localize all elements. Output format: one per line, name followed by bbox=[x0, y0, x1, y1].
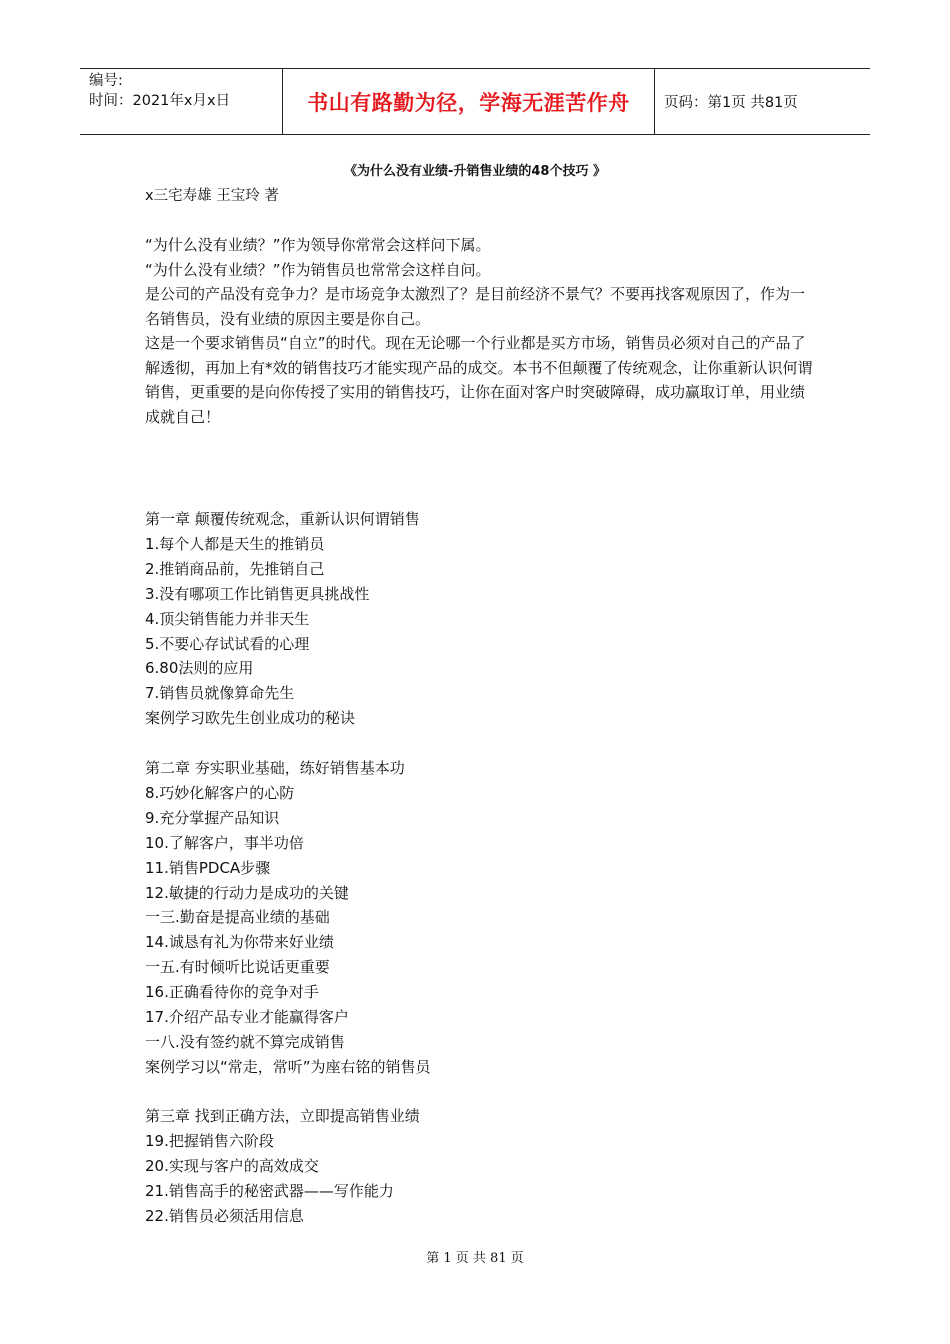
toc-item: 16.正确看待你的竞争对手 bbox=[145, 983, 319, 1002]
header-motto: 书山有路勤为径，学海无涯苦作舟 bbox=[307, 89, 630, 115]
toc-item: 4.顶尖销售能力并非天生 bbox=[145, 609, 310, 628]
toc-item: 21.销售高手的秘密武器——写作能力 bbox=[145, 1181, 394, 1200]
toc-item: 案例学习以“常走，常听”为座右铭的销售员 bbox=[145, 1057, 431, 1076]
chapter-2 bbox=[145, 756, 815, 1080]
document-title: 《为什么没有业绩-升销售业绩的48个技巧 》 bbox=[343, 164, 606, 179]
toc-item: 20.实现与客户的高效成交 bbox=[145, 1156, 319, 1175]
page-footer: 第 1 页 共 81 页 bbox=[426, 1251, 524, 1266]
chapter-heading: 第二章 夯实职业基础，练好销售基本功 bbox=[145, 759, 405, 777]
toc-item: 一八.没有签约就不算完成销售 bbox=[145, 1032, 345, 1051]
toc-item: 9.充分掌握产品知识 bbox=[145, 808, 280, 827]
toc-item: 一三.勤奋是提高业绩的基础 bbox=[145, 908, 330, 927]
header-page-cell bbox=[655, 69, 870, 134]
toc-item: 8.巧妙化解客户的心防 bbox=[145, 783, 295, 802]
toc-item: 一五.有时倾听比说话更重要 bbox=[145, 958, 330, 977]
header-page-info: 页码：第1页 共81页 bbox=[664, 95, 798, 111]
chapter-heading: 第三章 找到正确方法，立即提高销售业绩 bbox=[145, 1107, 420, 1125]
intro-paragraph: “为什么没有业绩？”作为领导你常常会这样问下属。 bbox=[145, 236, 491, 254]
document-author: x三宅寿雄 王宝玲 著 bbox=[145, 188, 279, 204]
toc-item: 2.推销商品前，先推销自己 bbox=[145, 559, 325, 578]
toc-item: 17.介绍产品专业才能赢得客户 bbox=[145, 1008, 349, 1027]
toc-item: 案例学习欧先生创业成功的秘诀 bbox=[145, 709, 356, 728]
header-motto-cell bbox=[283, 69, 655, 134]
toc-item: 19.把握销售六阶段 bbox=[145, 1131, 274, 1150]
header-table bbox=[80, 68, 870, 135]
header-meta-cell bbox=[80, 69, 283, 134]
intro-paragraph: “为什么没有业绩？”作为销售员也常常会这样自问。 bbox=[145, 260, 491, 279]
intro-paragraph: 这是一个要求销售员“自立”的时代。现在无论哪一个行业都是买方市场，销售员必须对自己的产品了解透彻，再加上有*效的销售技巧才能实现产品的成交。本书不但颠覆了传统观念，让你重新认识何谓销售，更重要的是向你传授了实用的销售技巧，让你在面对客户时突破障碍，成功赢取订单，用业绩成就自己！ bbox=[145, 334, 813, 426]
toc-item: 6.80法则的应用 bbox=[145, 659, 254, 678]
toc-item: 1.每个人都是天生的推销员 bbox=[145, 534, 325, 553]
intro-paragraph: 是公司的产品没有竞争力？是市场竞争太激烈了？是目前经济不景气？不要再找客观原因了，作为一名销售员，没有业绩的原因主要是你自己。 bbox=[145, 285, 806, 328]
document-date: 时间：2021年x月x日 bbox=[89, 93, 231, 109]
toc-item: 7.销售员就像算命先生 bbox=[145, 684, 295, 703]
toc-item: 10.了解客户，事半功倍 bbox=[145, 833, 304, 852]
toc-item: 14.诚恳有礼为你带来好业绩 bbox=[145, 933, 334, 952]
toc-item: 12.敏捷的行动力是成功的关键 bbox=[145, 883, 349, 902]
chapter-3 bbox=[145, 1104, 815, 1229]
chapter-1 bbox=[145, 507, 815, 731]
toc-item: 22.销售员必须活用信息 bbox=[145, 1206, 304, 1225]
chapter-heading: 第一章 颠覆传统观念，重新认识何谓销售 bbox=[145, 510, 420, 528]
toc-item: 5.不要心存试试看的心理 bbox=[145, 634, 310, 653]
toc-item: 3.没有哪项工作比销售更具挑战性 bbox=[145, 584, 370, 603]
intro-paragraphs bbox=[145, 233, 815, 429]
toc-item: 11.销售PDCA步骤 bbox=[145, 858, 271, 877]
document-number-label: 编号: bbox=[89, 73, 123, 89]
